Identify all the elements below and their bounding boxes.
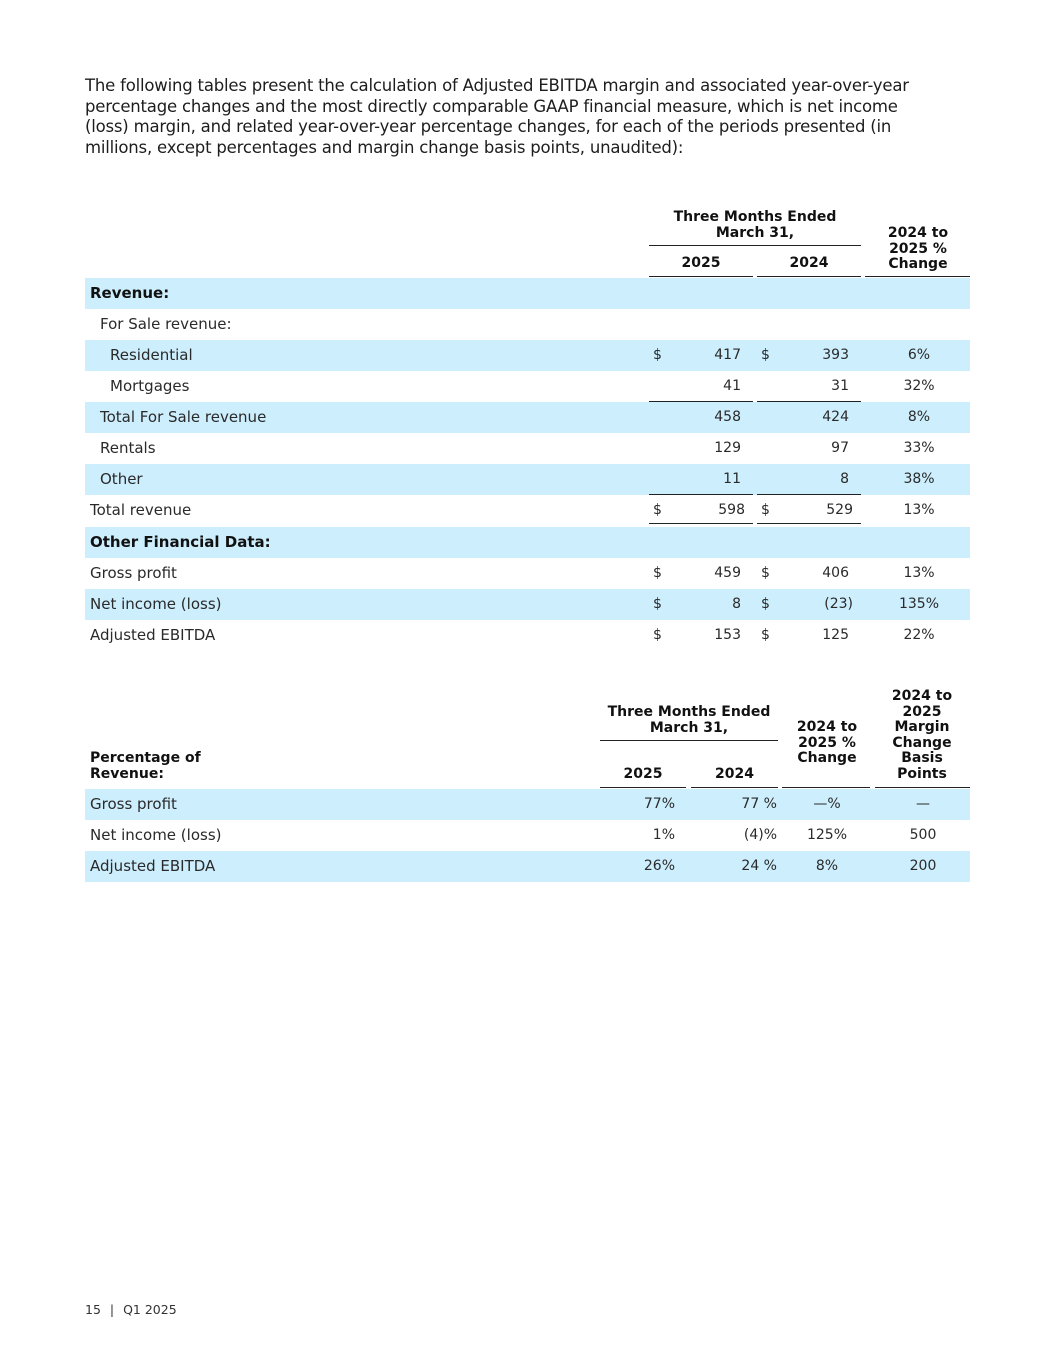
percent-change: —%	[813, 796, 841, 812]
value-2024: 424	[822, 409, 849, 425]
value-2024: 125	[822, 627, 849, 643]
col-2024-header: 2024	[715, 766, 754, 782]
table-row	[85, 433, 970, 464]
margin-col-rule	[875, 787, 970, 788]
value-2025: 458	[714, 409, 741, 425]
page-footer	[85, 1302, 177, 1317]
row-label: Other Financial Data:	[90, 533, 271, 551]
row-label: Net income (loss)	[90, 826, 222, 844]
percent-change: 38%	[903, 471, 935, 487]
change-header: 2024 to 2025 % Change	[796, 719, 858, 766]
value-2024: (4)%	[743, 827, 777, 843]
percent-change: 125%	[806, 827, 848, 843]
percent-change: 13%	[903, 502, 935, 518]
table-row	[85, 851, 970, 882]
value-2025: 26%	[643, 858, 675, 874]
percent-change: 22%	[903, 627, 935, 643]
row-label: Total revenue	[90, 501, 192, 519]
percent-change: 135%	[898, 596, 940, 612]
percent-change: 6%	[907, 347, 931, 363]
table-row	[85, 495, 970, 526]
table-row	[85, 820, 970, 851]
footer-separator: |	[109, 1302, 115, 1317]
row-label: Gross profit	[90, 564, 177, 582]
intro-line: (loss) margin, and related year-over-year percentage changes, for each of the periods presented (in	[85, 117, 892, 136]
col-2025-rule	[649, 276, 753, 277]
row-label: Other	[100, 470, 143, 488]
percent-change: 33%	[903, 440, 935, 456]
dollar-sign: $	[761, 347, 770, 363]
row-label: For Sale revenue:	[100, 315, 232, 333]
value-2024: 8	[840, 471, 849, 487]
value-2025: 41	[723, 378, 741, 394]
change-col-rule	[865, 276, 970, 277]
dollar-sign: $	[761, 596, 770, 612]
row-label: Revenue:	[90, 284, 170, 302]
intro-line: percentage changes and the most directly comparable GAAP financial measure, which is net income	[85, 96, 898, 116]
margin-bps: 200	[909, 858, 937, 874]
col-2025-rule	[600, 787, 686, 788]
value-2024: 406	[822, 565, 849, 581]
value-2025: 8	[732, 596, 741, 612]
col-2024-rule	[691, 787, 778, 788]
value-2024: 97	[831, 440, 849, 456]
value-2024: 393	[822, 347, 849, 363]
value-2024: 24 %	[741, 858, 777, 874]
intro-paragraph	[85, 76, 975, 158]
change-col-rule	[782, 787, 870, 788]
table-row	[85, 589, 970, 620]
row-label: Gross profit	[90, 795, 177, 813]
value-2025: 11	[723, 471, 741, 487]
period-header-rule	[600, 740, 778, 741]
row-label: Residential	[110, 346, 193, 364]
value-2025: 1%	[652, 827, 675, 843]
value-2025: 598	[718, 502, 745, 518]
percent-change: 8%	[815, 858, 839, 874]
percent-change: 13%	[903, 565, 935, 581]
col-2024-header: 2024	[789, 255, 829, 271]
value-2025: 129	[714, 440, 741, 456]
table-row	[85, 340, 970, 371]
value-2024: 31	[831, 378, 849, 394]
dollar-sign: $	[761, 502, 770, 518]
row-label: Adjusted EBITDA	[90, 626, 216, 644]
value-2024: 77 %	[741, 796, 777, 812]
dollar-sign: $	[761, 627, 770, 643]
row-label: Net income (loss)	[90, 595, 222, 613]
intro-line: The following tables present the calculation of Adjusted EBITDA margin and associated year-over-year	[85, 76, 909, 95]
change-header: 2024 to 2025 % Change	[887, 225, 949, 272]
table-row	[85, 402, 970, 433]
percent-change: 8%	[907, 409, 931, 425]
margin-header: 2024 to 2025 Margin Change Basis Points	[891, 688, 953, 782]
percent-change: 32%	[903, 378, 935, 394]
table-row	[85, 527, 970, 558]
margin-bps: —	[916, 796, 930, 812]
page-number: 15	[85, 1302, 101, 1317]
row-header: Percentage of Revenue:	[90, 750, 201, 782]
intro-line: millions, except percentages and margin change basis points, unaudited):	[85, 137, 684, 157]
value-2025: 77%	[643, 796, 675, 812]
dollar-sign: $	[653, 596, 662, 612]
value-2024: 529	[826, 502, 853, 518]
value-2025: 459	[714, 565, 741, 581]
row-label: Adjusted EBITDA	[90, 857, 216, 875]
table-row	[85, 558, 970, 589]
period-header: Three Months Ended March 31,	[607, 704, 771, 736]
report-period: Q1 2025	[123, 1302, 177, 1317]
value-2025: 417	[714, 347, 741, 363]
table-row	[85, 464, 970, 495]
dollar-sign: $	[653, 565, 662, 581]
row-label: Total For Sale revenue	[100, 408, 267, 426]
dollar-sign: $	[761, 565, 770, 581]
table-row	[85, 789, 970, 820]
period-header: Three Months Ended March 31,	[673, 209, 837, 241]
period-header-rule	[649, 245, 861, 246]
margin-bps: 500	[909, 827, 937, 843]
col-2025-header: 2025	[623, 766, 663, 782]
dollar-sign: $	[653, 347, 662, 363]
col-2024-rule	[757, 276, 861, 277]
value-2024: (23)	[824, 596, 853, 612]
table-row	[85, 278, 970, 309]
col-2025-header: 2025	[681, 255, 721, 271]
table-row	[85, 371, 970, 402]
dollar-sign: $	[653, 502, 662, 518]
row-label: Rentals	[100, 439, 156, 457]
table-row	[85, 309, 970, 340]
dollar-sign: $	[653, 627, 662, 643]
table-row	[85, 620, 970, 651]
row-label: Mortgages	[110, 377, 190, 395]
value-2025: 153	[714, 627, 741, 643]
